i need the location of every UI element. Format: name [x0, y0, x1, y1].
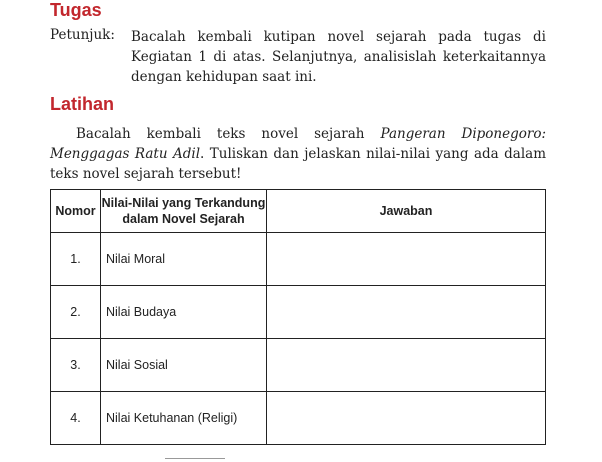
header-jawaban: Jawaban	[267, 190, 546, 233]
table-row	[51, 286, 546, 339]
petunjuk-text: Bacalah kembali kutipan novel sejarah pada tugas di Kegiatan 1 di atas. Selanjutnya, analisislah keterkaitannya dengan kehidupan saat ini.	[131, 29, 546, 85]
row-number: 4.	[51, 392, 101, 445]
table-row	[51, 392, 546, 445]
tugas-heading: Tugas	[50, 0, 102, 20]
novel-title: Pangeran Diponegoro: Menggagas Ratu Adil	[50, 126, 546, 162]
row-jawaban-cell[interactable]	[267, 339, 546, 392]
row-nilai: Nilai Ketuhanan (Religi)	[101, 392, 267, 445]
header-nomor: Nomor	[51, 190, 101, 233]
row-number: 3.	[51, 339, 101, 392]
row-number: 1.	[51, 233, 101, 286]
row-nilai: Nilai Sosial	[101, 339, 267, 392]
row-jawaban-cell[interactable]	[267, 233, 546, 286]
row-jawaban-cell[interactable]	[267, 286, 546, 339]
latihan-heading: Latihan	[50, 94, 115, 114]
row-number: 2.	[51, 286, 101, 339]
table-row	[51, 339, 546, 392]
nilai-table	[50, 189, 546, 445]
latihan-paragraph	[50, 124, 546, 184]
table-row	[51, 233, 546, 286]
row-nilai: Nilai Moral	[101, 233, 267, 286]
table-header-row	[51, 190, 546, 233]
petunjuk-label: Petunjuk:	[50, 27, 115, 43]
latihan-text-after: . Tuliskan dan jelaskan nilai-nilai yang ada dalam teks novel sejarah tersebut!	[50, 146, 546, 182]
header-nilai: Nilai-Nilai yang Terkandung dalam Novel Sejarah	[101, 190, 267, 233]
row-jawaban-cell[interactable]	[267, 392, 546, 445]
latihan-text-before: Bacalah kembali teks novel sejarah	[76, 126, 381, 142]
row-nilai: Nilai Budaya	[101, 286, 267, 339]
footer-divider	[165, 458, 225, 459]
